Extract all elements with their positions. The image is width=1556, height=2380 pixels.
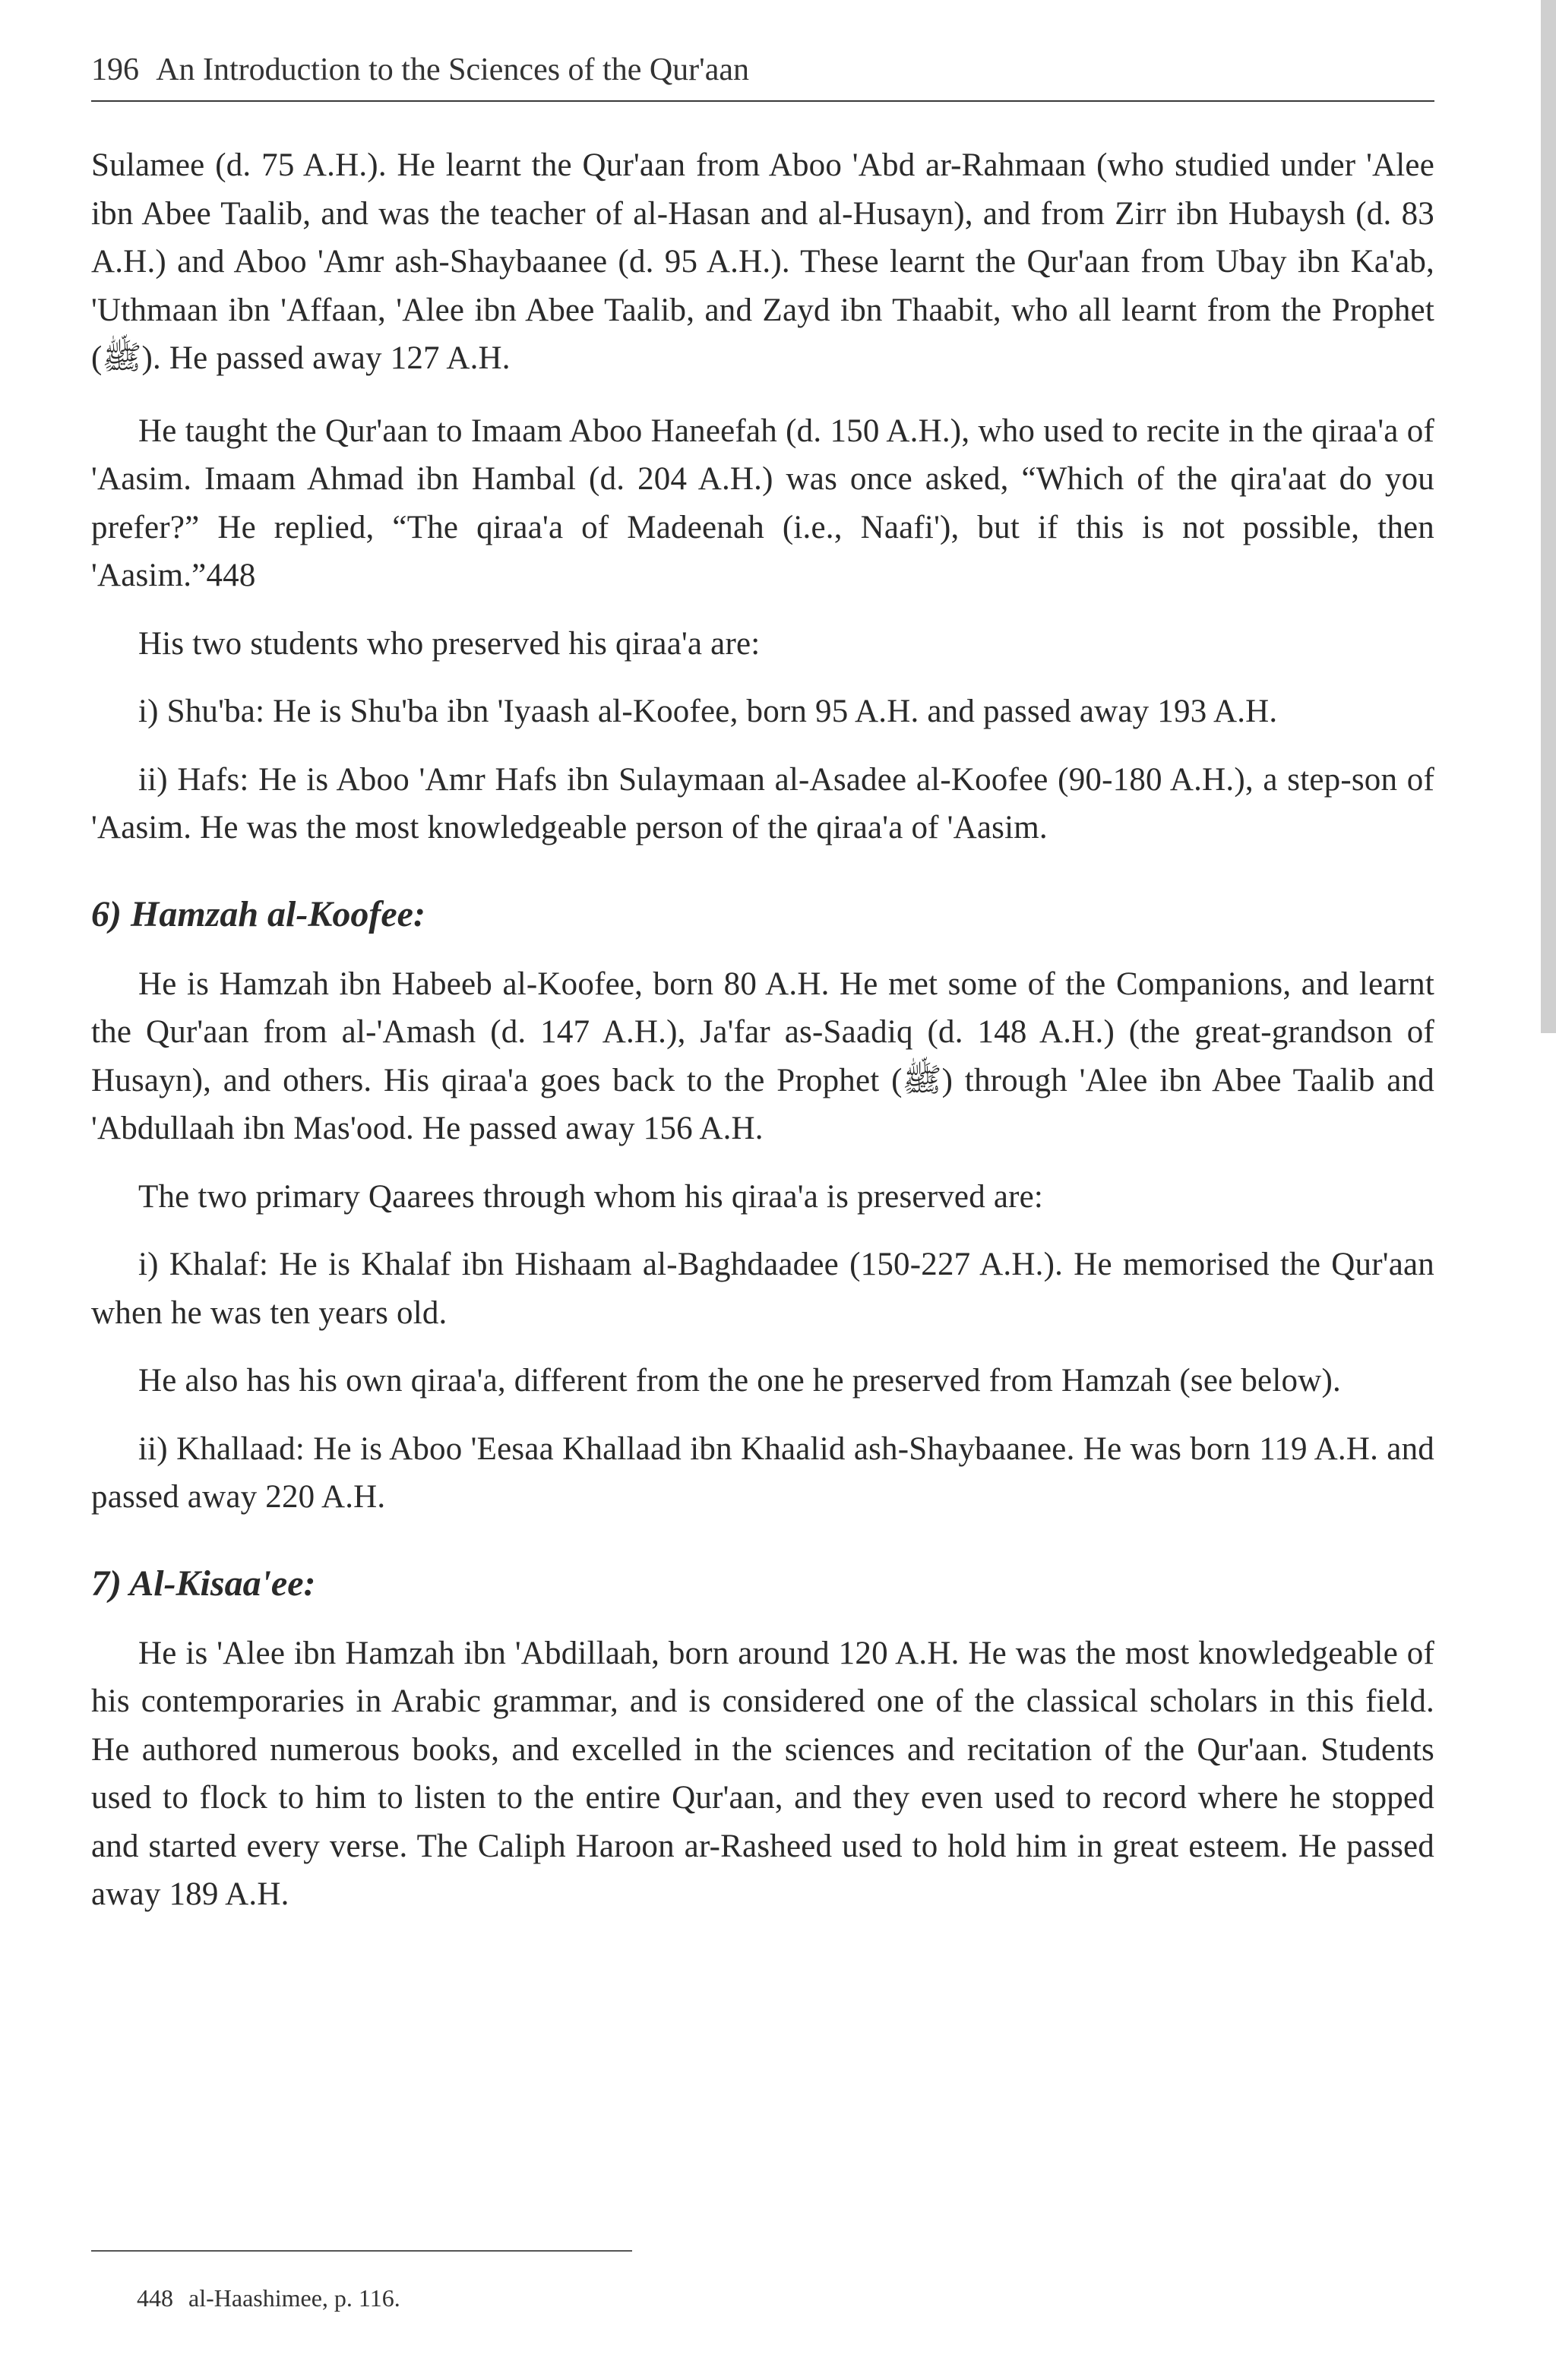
footnote-text: al-Haashimee, p. 116.: [188, 2284, 400, 2312]
paragraph-7: The two primary Qaarees through whom his qiraa'a is preserved are:: [138, 1178, 1044, 1215]
footnote-divider: [91, 2250, 632, 2252]
section-heading-6: 6) Hamzah al-Koofee:: [91, 893, 425, 934]
running-title: An Introduction to the Sciences of the Qur'aan: [156, 52, 750, 87]
page-body: [91, 141, 1434, 1919]
paragraph-1: Sulamee (d. 75 A.H.). He learnt the Qur'aan from Aboo 'Abd ar-Rahmaan (who studied under 'Alee ibn Abee Taalib, and was the teacher of al-Hasan and al-Husayn), and from Zirr ibn Hubaysh (d. 83 A.H.) and Aboo 'Amr ash-Shaybaanee (d. 95 A.H.). These learnt the Qur'aan from Ubay ibn Ka'ab, 'Uthmaan ibn 'Affaan, 'Alee ibn Abee Taalib, and Zayd ibn Thaabit, who all learnt from the Prophet (ﷺ). He passed away 127 A.H.: [91, 147, 1434, 376]
scrollbar[interactable]: [1541, 0, 1556, 1033]
page-number: 196: [91, 52, 139, 87]
paragraph-8: i) Khalaf: He is Khalaf ibn Hishaam al-Baghdaadee (150-227 A.H.). He memorised the Qur'aan when he was ten years old.: [91, 1247, 1434, 1331]
paragraph-4: i) Shu'ba: He is Shu'ba ibn 'Iyaash al-Koofee, born 95 A.H. and passed away 193 A.H.: [138, 694, 1278, 729]
section-heading-7: 7) Al-Kisaa'ee:: [91, 1563, 316, 1604]
paragraph-11: He is 'Alee ibn Hamzah ibn 'Abdillaah, born around 120 A.H. He was the most knowledgeable of his contemporaries in Arabic grammar, and is considered one of the classical scholars in this field. He authored numerous books, and excelled in the sciences and recitation of the Qur'aan. Students used to flock to him to listen to the entire Qur'aan, and they even used to record where he stopped and started every verse. The Caliph Haroon ar-Rasheed used to hold him in great esteem. He passed away 189 A.H.: [91, 1635, 1434, 1912]
footnote: [137, 2280, 400, 2315]
paragraph-10: ii) Khallaad: He is Aboo 'Eesaa Khallaad ibn Khaalid ash-Shaybaanee. He was born 119 A.H. and passed away 220 A.H.: [91, 1430, 1434, 1515]
footnote-number: 448: [137, 2284, 173, 2312]
paragraph-2: He taught the Qur'aan to Imaam Aboo Haneefah (d. 150 A.H.), who used to recite in the qiraa'a of 'Aasim. Imaam Ahmad ibn Hambal (d. 204 A.H.) was once asked, “Which of the qira'aat do you prefer?” He replied, “The qiraa'a of Madeenah (i.e., Naafi'), but if this is not possible, then 'Aasim.”448: [91, 412, 1434, 593]
paragraph-9: He also has his own qiraa'a, different from the one he preserved from Hamzah (see below).: [138, 1363, 1341, 1399]
paragraph-5: ii) Hafs: He is Aboo 'Amr Hafs ibn Sulaymaan al-Asadee al-Koofee (90-180 A.H.), a step-son of 'Aasim. He was the most knowledgeable person of the qiraa'a of 'Aasim.: [91, 761, 1434, 845]
paragraph-3: His two students who preserved his qiraa'a are:: [138, 625, 761, 662]
paragraph-6: He is Hamzah ibn Habeeb al-Koofee, born 80 A.H. He met some of the Companions, and learnt the Qur'aan from al-'Amash (d. 147 A.H.), Ja'far as-Saadiq (d. 148 A.H.) (the great-grandson of Husayn), and others. His qiraa'a goes back to the Prophet (ﷺ) through 'Alee ibn Abee Taalib and 'Abdullaah ibn Mas'ood. He passed away 156 A.H.: [91, 966, 1434, 1146]
page-header: [91, 47, 1434, 102]
